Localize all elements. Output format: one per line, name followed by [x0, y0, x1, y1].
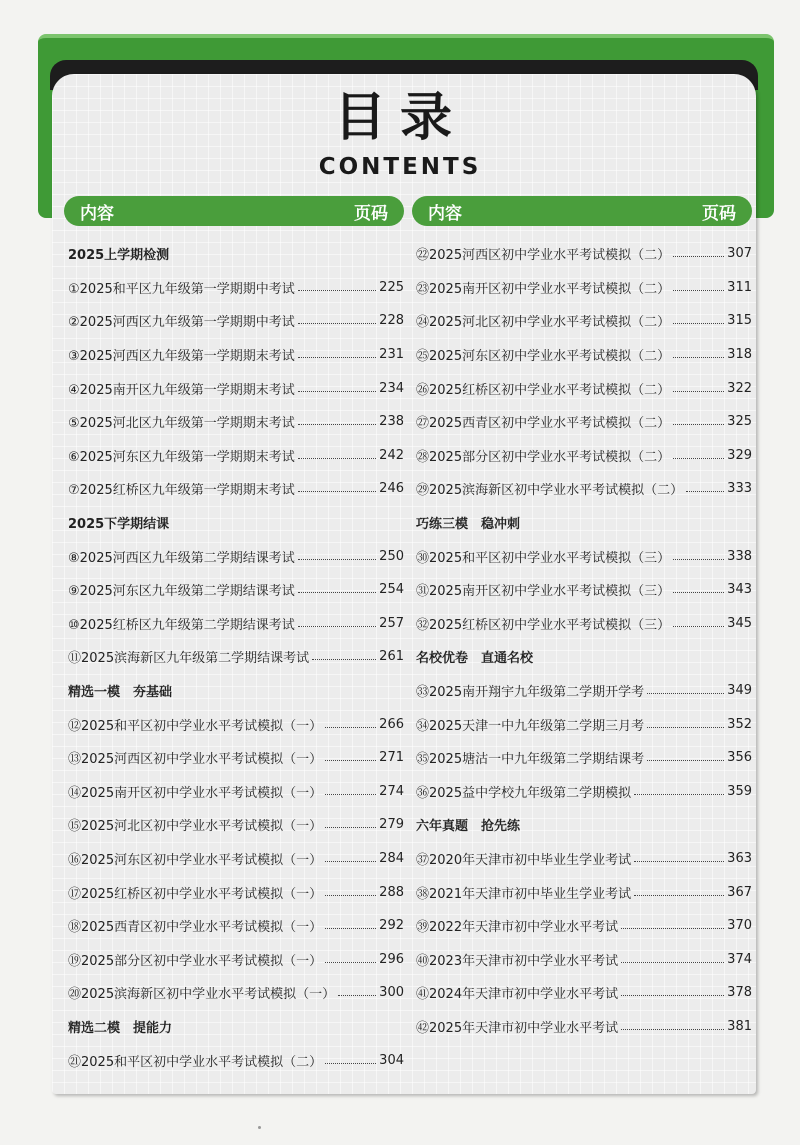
toc-entry: [64, 338, 404, 372]
entry-page-number: 234: [379, 380, 404, 396]
toc-entry: [64, 741, 404, 775]
entry-title: ④2025南开区九年级第一学期期末考试: [68, 382, 295, 398]
entry-page-number: 349: [727, 683, 752, 699]
entry-page-number: 333: [727, 481, 752, 497]
entry-page-number: 343: [727, 582, 752, 598]
toc-entry: [64, 607, 404, 641]
dot-leader: [325, 860, 376, 862]
toc-entry: [64, 371, 404, 405]
entry-page-number: 325: [727, 414, 752, 430]
toc-entry: [64, 707, 404, 741]
dot-leader: [621, 1028, 724, 1030]
dot-leader: [325, 961, 376, 963]
entry-page-number: 250: [379, 548, 404, 564]
toc-entry: [64, 640, 404, 674]
dot-leader: [647, 726, 724, 728]
page-subtitle: CONTENTS: [318, 154, 482, 180]
entry-title: ㉟2025塘沽一中九年级第二学期结课考: [416, 752, 645, 768]
entry-page-number: 300: [379, 985, 404, 1001]
header-page-label: 页码: [702, 203, 736, 224]
dot-leader: [673, 423, 724, 425]
entry-page-number: 370: [727, 918, 752, 934]
entry-title: ⑱2025西青区初中学业水平考试模拟（一）: [68, 920, 323, 936]
toc-entry: [64, 976, 404, 1010]
entry-title: ⑪2025滨海新区九年级第二学期结课考试: [68, 651, 310, 667]
entry-title: ㉕2025河东区初中学业水平考试模拟（二）: [416, 349, 671, 365]
column-header: [64, 196, 404, 226]
section-heading: 六年真题 抢先练: [416, 819, 521, 835]
entry-page-number: 315: [727, 313, 752, 329]
dot-leader: [298, 625, 376, 627]
toc-entry: [412, 842, 752, 876]
dot-leader: [298, 390, 376, 392]
entry-page-number: 279: [379, 817, 404, 833]
dot-leader: [673, 558, 724, 560]
entry-title: ⑥2025河东区九年级第一学期期末考试: [68, 449, 295, 465]
entry-page-number: 374: [727, 951, 752, 967]
entry-title: ㊳2021年天津市初中毕业生学业考试: [416, 886, 632, 902]
entry-page-number: 246: [379, 481, 404, 497]
dot-leader: [325, 793, 376, 795]
entry-page-number: 322: [727, 380, 752, 396]
entry-title: ⑭2025南开区初中学业水平考试模拟（一）: [68, 785, 323, 801]
toc-entry: [412, 539, 752, 573]
entry-page-number: 296: [379, 951, 404, 967]
dot-leader: [673, 255, 724, 257]
toc-entry: [412, 976, 752, 1010]
toc-entry: [412, 909, 752, 943]
entry-page-number: 318: [727, 347, 752, 363]
entry-page-number: 261: [379, 649, 404, 665]
dot-leader: [298, 457, 376, 459]
entry-title: ③2025河西区九年级第一学期期末考试: [68, 349, 295, 365]
toc-entry: [64, 1043, 404, 1077]
entry-title: ㉒2025河西区初中学业水平考试模拟（二）: [416, 248, 671, 264]
toc-entry: [412, 405, 752, 439]
entry-title: ⑰2025红桥区初中学业水平考试模拟（一）: [68, 886, 323, 902]
entry-title: ㊶2024年天津市初中学业水平考试: [416, 987, 619, 1003]
dot-leader: [325, 1062, 376, 1064]
toc-entry: [412, 439, 752, 473]
entry-title: ㉜2025红桥区初中学业水平考试模拟（三）: [416, 617, 671, 633]
dot-leader: [298, 558, 376, 560]
toc-entry: [412, 942, 752, 976]
entry-page-number: 356: [727, 750, 752, 766]
entry-title: ⑧2025河西区九年级第二学期结课考试: [68, 550, 295, 566]
toc-entry: [64, 439, 404, 473]
entry-title: ㊲2020年天津市初中毕业生学业考试: [416, 852, 632, 868]
entry-page-number: 274: [379, 783, 404, 799]
toc-entry: [412, 741, 752, 775]
dot-leader: [312, 658, 376, 660]
entry-page-number: 352: [727, 716, 752, 732]
dot-leader: [325, 726, 376, 728]
entry-title: ㉑2025和平区初中学业水平考试模拟（二）: [68, 1054, 323, 1070]
toc-entry: [64, 472, 404, 506]
dot-leader: [673, 322, 724, 324]
toc-entry: [412, 707, 752, 741]
entry-page-number: 266: [379, 716, 404, 732]
toc-entry: [412, 237, 752, 271]
entry-title: ①2025和平区九年级第一学期期中考试: [68, 281, 295, 297]
dot-leader: [621, 994, 724, 996]
entry-title: ⑮2025河北区初中学业水平考试模拟（一）: [68, 819, 323, 835]
entry-title: ㊴2022年天津市初中学业水平考试: [416, 920, 619, 936]
entry-page-number: 288: [379, 884, 404, 900]
entry-page-number: 367: [727, 884, 752, 900]
dot-leader: [673, 591, 724, 593]
toc-entry: [64, 909, 404, 943]
toc-entry: [412, 607, 752, 641]
entry-title: ⑩2025红桥区九年级第二学期结课考试: [68, 617, 295, 633]
entry-title: ㉚2025和平区初中学业水平考试模拟（三）: [416, 550, 671, 566]
dot-leader: [673, 390, 724, 392]
toc-entry: [64, 808, 404, 842]
dot-leader: [298, 490, 376, 492]
entry-title: ㉘2025部分区初中学业水平考试模拟（二）: [416, 449, 671, 465]
toc-entry: [412, 775, 752, 809]
section-heading: 2025下学期结课: [68, 517, 170, 533]
entry-page-number: 257: [379, 615, 404, 631]
toc-entry: [412, 1010, 752, 1044]
entry-page-number: 311: [727, 279, 752, 295]
toc-entry: [64, 842, 404, 876]
section-heading: 名校优卷 直通名校: [416, 651, 534, 667]
toc-column-right: [412, 196, 752, 1043]
toc-entry: [64, 775, 404, 809]
entry-page-number: 242: [379, 447, 404, 463]
entry-page-number: 228: [379, 313, 404, 329]
toc-entry: [412, 304, 752, 338]
entry-title: ㉔2025河北区初中学业水平考试模拟（二）: [416, 315, 671, 331]
page-title: 目录: [333, 88, 466, 148]
dot-leader: [634, 860, 724, 862]
entry-title: ⑦2025红桥区九年级第一学期期末考试: [68, 483, 295, 499]
dot-leader: [325, 759, 376, 761]
dot-leader: [338, 994, 376, 996]
toc-entry: [412, 271, 752, 305]
dot-leader: [298, 289, 376, 291]
toc-entry: [64, 875, 404, 909]
section-heading: 2025上学期检测: [68, 248, 170, 264]
dot-leader: [673, 625, 724, 627]
entry-page-number: 271: [379, 750, 404, 766]
header-content-label: 内容: [428, 203, 462, 224]
entry-title: ⑬2025河西区初中学业水平考试模拟（一）: [68, 752, 323, 768]
entry-title: ㉖2025红桥区初中学业水平考试模拟（二）: [416, 382, 671, 398]
dot-leader: [325, 894, 376, 896]
dot-leader: [634, 793, 724, 795]
dot-leader: [298, 591, 376, 593]
entry-title: ㉛2025南开区初中学业水平考试模拟（三）: [416, 584, 671, 600]
toc-entry: [64, 304, 404, 338]
entry-title: ⑯2025河东区初中学业水平考试模拟（一）: [68, 852, 323, 868]
entry-page-number: 363: [727, 850, 752, 866]
dot-leader: [298, 356, 376, 358]
toc-entry: [64, 539, 404, 573]
section-heading: 巧练三模 稳冲刺: [416, 517, 521, 533]
header-page-label: 页码: [354, 203, 388, 224]
entry-page-number: 304: [379, 1052, 404, 1068]
entry-title: ㉗2025西青区初中学业水平考试模拟（二）: [416, 416, 671, 432]
toc-entry: [412, 371, 752, 405]
toc-rows: [64, 237, 404, 1077]
entry-page-number: 254: [379, 582, 404, 598]
entry-page-number: 345: [727, 615, 752, 631]
entry-page-number: 292: [379, 918, 404, 934]
entry-title: ㉝2025南开翔宇九年级第二学期开学考: [416, 685, 645, 701]
dot-leader: [325, 826, 376, 828]
dot-leader: [647, 759, 724, 761]
dot-leader: [686, 490, 724, 492]
entry-title: ⑳2025滨海新区初中学业水平考试模拟（一）: [68, 987, 336, 1003]
entry-page-number: 359: [727, 783, 752, 799]
dot-leader: [673, 356, 724, 358]
toc-entry: [412, 875, 752, 909]
entry-page-number: 238: [379, 414, 404, 430]
dot-leader: [621, 961, 724, 963]
dot-leader: [673, 289, 724, 291]
entry-title: ⑲2025部分区初中学业水平考试模拟（一）: [68, 953, 323, 969]
toc-entry: [64, 271, 404, 305]
entry-title: ㉞2025天津一中九年级第二学期三月考: [416, 718, 645, 734]
section-heading: 精选一模 夯基础: [68, 685, 173, 701]
dot-leader: [647, 692, 724, 694]
entry-page-number: 307: [727, 246, 752, 262]
entry-title: ㊵2023年天津市初中学业水平考试: [416, 953, 619, 969]
dot-leader: [634, 894, 724, 896]
toc-entry: [64, 573, 404, 607]
entry-title: ㉙2025滨海新区初中学业水平考试模拟（二）: [416, 483, 684, 499]
entry-page-number: 378: [727, 985, 752, 1001]
dot-leader: [621, 927, 724, 929]
entry-title: ⑤2025河北区九年级第一学期期末考试: [68, 416, 295, 432]
toc-column-left: [64, 196, 404, 1077]
entry-page-number: 338: [727, 548, 752, 564]
toc-entry: [64, 405, 404, 439]
dot-leader: [298, 423, 376, 425]
entry-page-number: 231: [379, 347, 404, 363]
entry-page-number: 381: [727, 1018, 752, 1034]
toc-entry: [412, 674, 752, 708]
entry-page-number: 329: [727, 447, 752, 463]
entry-title: ㊱2025益中学校九年级第二学期模拟: [416, 785, 632, 801]
toc-rows: [412, 237, 752, 1043]
entry-title: ㉓2025南开区初中学业水平考试模拟（二）: [416, 281, 671, 297]
section-heading: 精选二模 提能力: [68, 1020, 173, 1036]
toc-entry: [412, 472, 752, 506]
toc-entry: [64, 942, 404, 976]
entry-title: ㊷2025年天津市初中学业水平考试: [416, 1020, 619, 1036]
entry-title: ⑨2025河东区九年级第二学期结课考试: [68, 584, 295, 600]
dot-leader: [298, 322, 376, 324]
entry-page-number: 284: [379, 850, 404, 866]
entry-page-number: 225: [379, 279, 404, 295]
column-header: [412, 196, 752, 226]
header-content-label: 内容: [80, 203, 114, 224]
toc-entry: [412, 573, 752, 607]
entry-title: ②2025河西区九年级第一学期期中考试: [68, 315, 295, 331]
scan-dot: [258, 1126, 261, 1129]
dot-leader: [325, 927, 376, 929]
toc-entry: [412, 338, 752, 372]
entry-title: ⑫2025和平区初中学业水平考试模拟（一）: [68, 718, 323, 734]
dot-leader: [673, 457, 724, 459]
